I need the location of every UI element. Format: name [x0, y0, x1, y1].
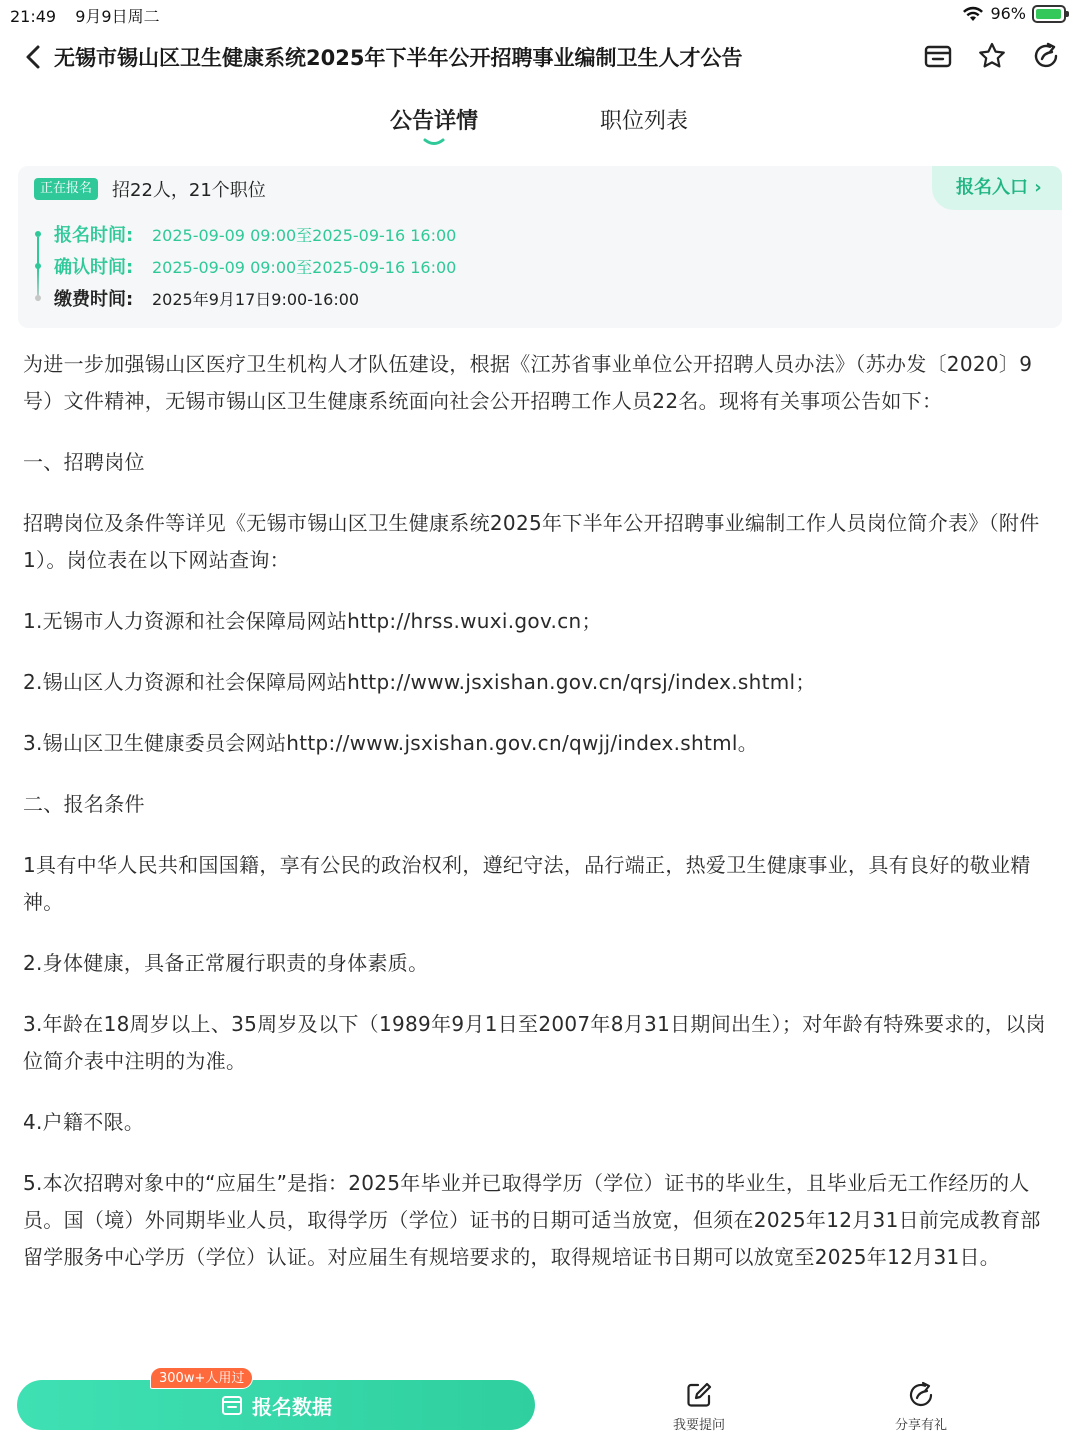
tab-position-list[interactable]: 职位列表 [600, 109, 689, 134]
section-heading: 一、招聘岗位 [23, 450, 145, 474]
recruitment-info-card [18, 166, 1062, 328]
folder-icon[interactable] [922, 40, 954, 72]
share-gift-icon [906, 1380, 936, 1410]
share-gift-button[interactable] [881, 1380, 961, 1433]
timeline-item-payment [34, 282, 456, 314]
timeline-label: 报名时间: [54, 225, 134, 246]
section-heading: 二、报名条件 [23, 792, 145, 816]
status-date: 9月9日周二 [75, 7, 160, 26]
announcement-body [23, 346, 1057, 1300]
page-title: 无锡市锡山区卫生健康系统2025年下半年公开招聘事业编制卫生人才公告 [54, 46, 743, 70]
battery-percent: 96% [990, 4, 1026, 23]
ask-question-label: 我要提问 [672, 1418, 725, 1433]
timeline-label: 确认时间: [54, 257, 134, 278]
battery-icon [1032, 5, 1066, 23]
timeline-dot [35, 295, 41, 301]
ask-question-button[interactable] [659, 1380, 739, 1433]
recruitment-summary: 招22人，21个职位 [112, 180, 266, 201]
timeline-value: 2025-09-09 09:00至2025-09-16 16:00 [152, 225, 457, 245]
article-paragraph: 5.本次招聘对象中的“应届生”是指：2025年毕业并已取得学历（学位）证书的毕业生，且毕业后无工作经历的人员。国（境）外同期毕业人员，取得学历（学位）证书的日期可适当放宽，但须在2025年12月31日前完成教育部留学服务中心学历（学位）认证。对应届生有规培要求的，取得规培证书日期可以放宽至2025年12月31日。 [23, 1171, 1041, 1269]
tab-announcement-detail[interactable]: 公告详情 [390, 109, 479, 134]
users-count-badge: 300w+人用过 [150, 1367, 253, 1389]
timeline-value: 2025年9月17日9:00-16:00 [152, 289, 360, 309]
timeline [34, 218, 456, 314]
active-tab-indicator [423, 138, 445, 146]
website-link: 1.无锡市人力资源和社会保障局网站http://hrss.wuxi.gov.cn； [23, 609, 602, 633]
timeline-value: 2025-09-09 09:00至2025-09-16 16:00 [152, 257, 457, 277]
status-bar [0, 0, 1080, 28]
timeline-label: 缴费时间: [54, 289, 134, 310]
website-link: 2.锡山区人力资源和社会保障局网站http://www.jsxishan.gov.cn/qrsj/index.shtml； [23, 670, 816, 694]
status-time: 21:49 [10, 7, 57, 26]
wifi-icon [962, 6, 984, 22]
article-paragraph: 4.户籍不限。 [23, 1110, 145, 1134]
share-icon[interactable] [1030, 40, 1062, 72]
article-paragraph: 2.身体健康，具备正常履行职责的身体素质。 [23, 951, 429, 975]
back-arrow-icon[interactable] [22, 42, 46, 72]
article-paragraph: 1具有中华人民共和国国籍，享有公民的政治权利，遵纪守法，品行端正，热爱卫生健康事业，具有良好的敬业精神。 [23, 853, 1031, 914]
star-icon[interactable] [976, 40, 1008, 72]
title-bar [0, 32, 1080, 82]
edit-icon [684, 1380, 714, 1410]
timeline-item-registration [34, 218, 456, 250]
article-paragraph: 3.年龄在18周岁以上、35周岁及以下（1989年9月1日至2007年8月31日期间出生）；对年龄有特殊要求的，以岗位简介表中注明的为准。 [23, 1012, 1046, 1073]
tab-bar [0, 98, 1080, 146]
calendar-icon [220, 1393, 244, 1417]
share-gift-label: 分享有礼 [894, 1418, 947, 1433]
article-paragraph: 招聘岗位及条件等详见《无锡市锡山区卫生健康系统2025年下半年公开招聘事业编制工作人员岗位简介表》（附件1）。岗位表在以下网站查询： [23, 511, 1040, 572]
article-paragraph: 为进一步加强锡山区医疗卫生机构人才队伍建设，根据《江苏省事业单位公开招聘人员办法》（苏办发〔2020〕9号）文件精神，无锡市锡山区卫生健康系统面向社会公开招聘工作人员22名。现将有关事项公告如下： [23, 352, 1033, 413]
registration-data-label: 报名数据 [252, 1394, 332, 1419]
website-link: 3.锡山区卫生健康委员会网站http://www.jsxishan.gov.cn/qwjj/index.shtml。 [23, 731, 759, 755]
battery-fill [1036, 9, 1061, 19]
bottom-action-bar [0, 1362, 1080, 1440]
status-badge: 正在报名 [34, 178, 98, 200]
timeline-item-confirmation [34, 250, 456, 282]
apply-entry-button[interactable]: 报名入口 › [932, 166, 1062, 210]
registration-data-button[interactable] [17, 1380, 535, 1430]
